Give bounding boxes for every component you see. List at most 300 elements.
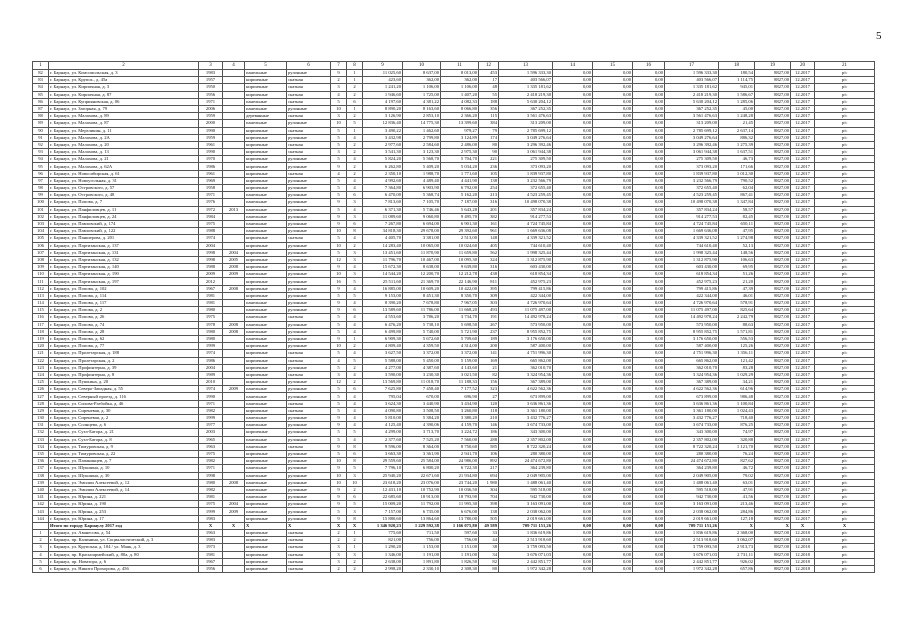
- table-cell: 9: [331, 163, 347, 170]
- table-cell: 0,00: [593, 407, 633, 414]
- table-row: [33, 113, 875, 120]
- table-cell: рулонные: [287, 436, 331, 443]
- table-cell: панельные: [245, 443, 287, 450]
- table-cell: 0,00: [593, 450, 633, 457]
- table-cell: 90: [479, 149, 499, 156]
- table-cell: 34,21: [719, 379, 755, 386]
- table-cell: панельные: [245, 70, 287, 77]
- table-cell: X: [199, 522, 223, 529]
- table-row: [33, 386, 875, 393]
- table-cell: 5 409,20: [403, 163, 441, 170]
- table-cell: 12.2017: [791, 249, 815, 256]
- table-cell: г. Барнаул, ул. Мерзликин, д. 11: [49, 127, 199, 134]
- table-cell: 1983: [199, 537, 223, 544]
- table-cell: рулонные: [287, 458, 331, 465]
- table-cell: 1 826,50: [441, 558, 479, 565]
- table-cell: 0,00: [633, 285, 665, 292]
- table-cell: г. Барнаул, ул. Малахова, д. 2А: [49, 134, 199, 141]
- table-cell: 0,00: [593, 537, 633, 544]
- table-cell: деревянные: [245, 113, 287, 120]
- table-cell: 309: [479, 292, 499, 299]
- table-cell: 10: [331, 120, 347, 127]
- table-cell: 11 786,00: [403, 307, 441, 314]
- table-cell: 213: [479, 192, 499, 199]
- table-cell: 79: [479, 127, 499, 134]
- table-cell: 12.2017: [791, 228, 815, 235]
- table-cell: 29 559,60: [363, 458, 403, 465]
- table-cell: 8827,00: [755, 508, 791, 515]
- table-cell: 1980: [199, 307, 223, 314]
- table-cell: рулонные: [287, 422, 331, 429]
- table-cell: 12.2017: [791, 213, 815, 220]
- table-cell: 4: [331, 170, 347, 177]
- table-cell: 0,00: [553, 551, 593, 558]
- table-cell: 7 678,80: [403, 300, 441, 307]
- table-cell: 128: [33, 400, 49, 407]
- table-cell: 0,00: [593, 364, 633, 371]
- table-row: [33, 551, 875, 558]
- table-cell: 12: [331, 256, 347, 263]
- table-cell: 4: [347, 393, 363, 400]
- table-cell: 12.2017: [791, 256, 815, 263]
- table-cell: г. Барнаул, ул. Кирпичная, д. 3: [49, 84, 199, 91]
- table-cell: 5: [347, 465, 363, 472]
- table-cell: 3 561 476,63: [665, 113, 719, 120]
- table-cell: 1982: [199, 458, 223, 465]
- table-cell: 21: [479, 364, 499, 371]
- table-cell: 0,00: [553, 415, 593, 422]
- table-cell: 1 988,70: [403, 170, 441, 177]
- table-cell: 0,00: [553, 149, 593, 156]
- table-cell: 4 359,50: [403, 343, 441, 350]
- table-cell: 0,00: [633, 213, 665, 220]
- table-cell: г. Барнаул, ул. Крупская, д. 104 / ул. Маяк, д. 3: [49, 544, 199, 551]
- table-row: [33, 271, 875, 278]
- table-cell: 367 252,35: [665, 105, 719, 112]
- table-cell: 0,00: [633, 465, 665, 472]
- table-cell: 22 685,60: [363, 494, 403, 501]
- table-cell: 4 622 562,36: [499, 386, 553, 393]
- table-cell: [223, 350, 245, 357]
- table-cell: 395: [479, 285, 499, 292]
- table-cell: 3 627,50: [363, 350, 403, 357]
- table-cell: 7 364,80: [363, 185, 403, 192]
- table-cell: 1998: [199, 256, 223, 263]
- table-cell: 1971: [199, 98, 223, 105]
- table-cell: 8827,00: [755, 105, 791, 112]
- table-cell: 8827,00: [755, 465, 791, 472]
- table-cell: 98: [33, 185, 49, 192]
- table-cell: 2: [347, 141, 363, 148]
- table-row: [33, 264, 875, 271]
- table-cell: г. Барнаул, ул. Партизанская, д. 140: [49, 264, 199, 271]
- table-cell: 0,00: [593, 486, 633, 493]
- table-cell: г. Барнаул, ул. Комсомольская, д. 3: [49, 70, 199, 77]
- table-cell: 133: [33, 436, 49, 443]
- table-cell: 5 630 204,12: [499, 98, 553, 105]
- table-cell: 0,00: [553, 235, 593, 242]
- table-cell: 2: [33, 537, 49, 544]
- column-number-21: 21: [815, 62, 875, 70]
- table-cell: р/с: [815, 508, 875, 515]
- table-cell: 587 400,00: [665, 343, 719, 350]
- table-cell: рулонные: [287, 321, 331, 328]
- table-cell: рулонные: [287, 450, 331, 457]
- table-cell: 8827,00: [755, 163, 791, 170]
- table-cell: 3 021,50: [441, 371, 479, 378]
- table-cell: 83: [33, 77, 49, 84]
- table-cell: кирпичные: [245, 364, 287, 371]
- table-cell: 1: [33, 530, 49, 537]
- table-cell: г. Барнаул, пр. Красноармейский, д. 80а, д. 80: [49, 551, 199, 558]
- table-cell: [223, 84, 245, 91]
- table-cell: р/с: [815, 271, 875, 278]
- table-cell: 38: [479, 544, 499, 551]
- table-cell: 1 229 592,38: [403, 522, 441, 529]
- table-cell: 3 561 476,63: [499, 113, 553, 120]
- table-cell: 9: [331, 465, 347, 472]
- table-cell: 5: [331, 429, 347, 436]
- table-cell: 357 834,24: [665, 206, 719, 213]
- table-cell: 2009: [223, 271, 245, 278]
- table-cell: 0,00: [633, 565, 665, 572]
- table-cell: 2 799,80: [403, 134, 441, 141]
- table-cell: 5: [331, 141, 347, 148]
- table-cell: 0,00: [633, 386, 665, 393]
- table-cell: 0,00: [593, 429, 633, 436]
- table-cell: 9: [331, 422, 347, 429]
- table-cell: 1956: [199, 565, 223, 572]
- table-cell: р/с: [815, 400, 875, 407]
- table-cell: 0,00: [633, 530, 665, 537]
- table-cell: 1982: [199, 486, 223, 493]
- table-cell: 3 230,30: [403, 371, 441, 378]
- table-cell: скатная: [287, 350, 331, 357]
- table-cell: 8827,00: [755, 185, 791, 192]
- table-cell: 12.2017: [791, 170, 815, 177]
- table-cell: 5: [331, 192, 347, 199]
- table-cell: рулонные: [287, 479, 331, 486]
- table-cell: 1973: [199, 544, 223, 551]
- table-cell: г. Барнаул, ул. Малахова, д. 20: [49, 141, 199, 148]
- table-cell: 5 450,00: [403, 357, 441, 364]
- table-cell: [223, 213, 245, 220]
- table-cell: 0,00: [633, 141, 665, 148]
- table-cell: г. Барнаул, ул. Тимуровская, д. 9: [49, 443, 199, 450]
- table-cell: 0,00: [593, 314, 633, 321]
- table-cell: 0,00: [593, 522, 633, 529]
- table-cell: 12.2017: [791, 443, 815, 450]
- table-cell: 0,00: [553, 91, 593, 98]
- table-cell: скатная: [287, 371, 331, 378]
- table-cell: 9: [331, 70, 347, 77]
- table-cell: 2 049 905,00: [665, 472, 719, 479]
- table-cell: [223, 472, 245, 479]
- table-cell: 362,00: [441, 77, 479, 84]
- table-cell: р/с: [815, 544, 875, 551]
- table-cell: скатная: [287, 170, 331, 177]
- table-cell: 0,00: [553, 494, 593, 501]
- table-cell: 2 368,00: [719, 530, 755, 537]
- table-cell: 10 024,60: [441, 242, 479, 249]
- table-cell: 148,56: [719, 249, 755, 256]
- table-row: [33, 335, 875, 342]
- table-row: [33, 185, 875, 192]
- table-cell: г. Барнаул, ул. Партизанская, д. 197: [49, 278, 199, 285]
- table-cell: 3 508,50: [403, 407, 441, 414]
- table-cell: 117: [33, 321, 49, 328]
- table-cell: 0,00: [633, 134, 665, 141]
- table-cell: 0,00: [633, 105, 665, 112]
- table-cell: 3: [347, 551, 363, 558]
- table-cell: 8827,00: [755, 515, 791, 522]
- table-cell: 6 676,00: [441, 508, 479, 515]
- table-cell: 5: [347, 357, 363, 364]
- table-cell: 5 034,20: [441, 163, 479, 170]
- table-cell: 12.2017: [791, 120, 815, 127]
- table-cell: р/с: [815, 141, 875, 148]
- table-cell: 0,00: [553, 544, 593, 551]
- table-cell: 4 159,70: [441, 422, 479, 429]
- table-cell: [223, 565, 245, 572]
- table-cell: 0,00: [633, 335, 665, 342]
- table-cell: 8827,00: [755, 228, 791, 235]
- table-row: [33, 91, 875, 98]
- table-cell: 4 724 745,84: [665, 220, 719, 227]
- table-cell: [223, 371, 245, 378]
- table-cell: 3 636 861,36: [665, 400, 719, 407]
- table-cell: 1 356,11: [719, 350, 755, 357]
- table-cell: панельные: [245, 393, 287, 400]
- table-cell: 573 950,00: [499, 321, 553, 328]
- table-row: [33, 163, 875, 170]
- table-cell: 7 525,20: [403, 436, 441, 443]
- table-cell: 8827,00: [755, 472, 791, 479]
- table-cell: кирпичные: [245, 565, 287, 572]
- table-cell: 0,00: [553, 199, 593, 206]
- table-cell: [223, 335, 245, 342]
- table-cell: [223, 530, 245, 537]
- table-cell: 10: [331, 472, 347, 479]
- table-cell: 8: [347, 443, 363, 450]
- table-cell: 0,00: [633, 558, 665, 565]
- table-cell: 0,00: [553, 508, 593, 515]
- table-cell: г. Барнаул, ул. Малахова, д. 13: [49, 149, 199, 156]
- table-cell: 1971: [199, 465, 223, 472]
- table-cell: 3 049 276,64: [499, 134, 553, 141]
- table-cell: 2008: [223, 264, 245, 271]
- table-cell: панельные: [245, 192, 287, 199]
- table-cell: 2: [347, 113, 363, 120]
- table-cell: 2 731,11: [719, 551, 755, 558]
- table-cell: р/с: [815, 537, 875, 544]
- table-cell: 5: [331, 436, 347, 443]
- table-cell: 1974: [199, 235, 223, 242]
- table-cell: [223, 163, 245, 170]
- table-cell: р/с: [815, 213, 875, 220]
- table-cell: 25 584,00: [403, 458, 441, 465]
- table-cell: г. Барнаул, ул. Эмилии Алексеевой, д. 12: [49, 479, 199, 486]
- table-cell: 1: [347, 105, 363, 112]
- table-cell: 373 093,20: [665, 163, 719, 170]
- table-cell: г. Барнаул, ул. Островского, д. 57: [49, 185, 199, 192]
- table-cell: 2 513 918,60: [499, 537, 553, 544]
- table-cell: 9: [331, 285, 347, 292]
- table-cell: 1 290,20: [363, 544, 403, 551]
- table-row: [33, 321, 875, 328]
- table-cell: 3 674 733,00: [665, 422, 719, 429]
- table-cell: 673 899,00: [499, 393, 553, 400]
- table-cell: 1990: [199, 149, 223, 156]
- table-cell: [223, 141, 245, 148]
- table-cell: 11 075 497,00: [665, 307, 719, 314]
- table-cell: г. Барнаул, ул. Тимуровская, д. 22: [49, 450, 199, 457]
- table-cell: 0,00: [593, 206, 633, 213]
- table-row: [33, 199, 875, 206]
- table-cell: 618 854,34: [665, 271, 719, 278]
- table-cell: 1 312 875,90: [665, 256, 719, 263]
- table-cell: 2: [331, 565, 347, 572]
- table-cell: 13 451,60: [363, 249, 403, 256]
- table-row: [33, 278, 875, 285]
- table-cell: [223, 422, 245, 429]
- table-cell: 756,00: [403, 537, 441, 544]
- table-cell: 1972: [199, 206, 223, 213]
- table-cell: 673 899,00: [665, 393, 719, 400]
- table-cell: 5 709,60: [441, 335, 479, 342]
- table-cell: 113: [33, 292, 49, 299]
- table-cell: рулонные: [287, 228, 331, 235]
- table-cell: 2 019 661,00: [665, 515, 719, 522]
- table-cell: 8827,00: [755, 242, 791, 249]
- table-cell: 12.2017: [791, 407, 815, 414]
- table-cell: 373 093,20: [499, 163, 553, 170]
- table-cell: р/с: [815, 415, 875, 422]
- table-cell: рулонные: [287, 70, 331, 77]
- table-cell: 4 405,70: [363, 235, 403, 242]
- table-cell: 9 495,70: [441, 213, 479, 220]
- table-cell: 12.2017: [791, 235, 815, 242]
- table-cell: г. Барнаул, ул. Панфиловцев, д. 11: [49, 206, 199, 213]
- table-cell: 2: [347, 343, 363, 350]
- table-cell: 8827,00: [755, 530, 791, 537]
- table-cell: кирпичные: [245, 256, 287, 263]
- table-cell: 7 187,00: [441, 199, 479, 206]
- table-cell: 3 296 392,46: [665, 141, 719, 148]
- table-cell: 372 655,40: [665, 185, 719, 192]
- table-cell: 4: [347, 407, 363, 414]
- table-cell: 118: [33, 328, 49, 335]
- table-cell: г. Барнаул, ул. Сиреневая, д. 2: [49, 415, 199, 422]
- table-row: [33, 450, 875, 457]
- table-cell: 1 972 342,28: [499, 565, 553, 572]
- table-cell: 0,00: [593, 192, 633, 199]
- table-cell: 5: [347, 292, 363, 299]
- column-number-14: 14: [553, 62, 593, 70]
- table-row: [33, 242, 875, 249]
- table-cell: р/с: [815, 156, 875, 163]
- table-cell: рулонные: [287, 292, 331, 299]
- table-cell: 12.2017: [791, 350, 815, 357]
- table-cell: рулонные: [287, 494, 331, 501]
- table-cell: р/с: [815, 264, 875, 271]
- table-cell: 0,00: [593, 494, 633, 501]
- table-cell: [223, 515, 245, 522]
- table-cell: 1 335 181,62: [499, 84, 553, 91]
- table-cell: 6: [347, 450, 363, 457]
- column-number-12: 12: [479, 62, 499, 70]
- table-cell: 0,00: [553, 220, 593, 227]
- table-cell: 12.2017: [791, 321, 815, 328]
- table-cell: 12.2018: [791, 565, 815, 572]
- table-cell: р/с: [815, 465, 875, 472]
- table-cell: 12.2017: [791, 307, 815, 314]
- table-cell: 88,63: [719, 321, 755, 328]
- table-cell: скатная: [287, 149, 331, 156]
- table-cell: 0,00: [593, 285, 633, 292]
- table-cell: 505: [479, 515, 499, 522]
- table-row: [33, 300, 875, 307]
- table-cell: 0,00: [553, 350, 593, 357]
- table-cell: 12.2017: [791, 206, 815, 213]
- table-cell: 12.2017: [791, 91, 815, 98]
- table-cell: кирпичные: [245, 177, 287, 184]
- table-cell: р/с: [815, 422, 875, 429]
- column-number-18: 18: [719, 62, 755, 70]
- table-cell: 0,00: [593, 264, 633, 271]
- table-cell: 107: [33, 249, 49, 256]
- table-cell: 718,40: [719, 415, 755, 422]
- table-cell: 1 100,84: [719, 400, 755, 407]
- table-cell: 9: [331, 307, 347, 314]
- table-cell: 2 513,00: [441, 235, 479, 242]
- table-cell: г. Барнаул, ул. Шукшина, д. 10: [49, 465, 199, 472]
- table-cell: 12.2017: [791, 98, 815, 105]
- table-cell: [223, 220, 245, 227]
- table-row: [33, 120, 875, 127]
- table-cell: 1 312 875,90: [499, 256, 553, 263]
- table-cell: скатная: [287, 84, 331, 91]
- table-cell: 1981: [199, 292, 223, 299]
- table-cell: 2 366,20: [441, 113, 479, 120]
- table-cell: 10 752,90: [403, 486, 441, 493]
- table-row: [33, 371, 875, 378]
- table-cell: 0,00: [553, 407, 593, 414]
- table-cell: г. Барнаул, ул. Крупск., д. 45а: [49, 77, 199, 84]
- table-cell: 2 418 219,30: [665, 91, 719, 98]
- table-cell: 1 106,00: [403, 84, 441, 91]
- table-cell: 8827,00: [755, 206, 791, 213]
- table-cell: 69,95: [719, 264, 755, 271]
- table-cell: г. Барнаул, ул. Пролетарская, д. 2: [49, 357, 199, 364]
- table-cell: 3 381,00: [403, 235, 441, 242]
- table-cell: кирпичные: [245, 235, 287, 242]
- table-cell: рулонные: [287, 185, 331, 192]
- table-cell: 55: [479, 91, 499, 98]
- table-cell: 2 019 661,00: [499, 515, 553, 522]
- table-cell: 4: [33, 551, 49, 558]
- table-cell: 2 350,10: [363, 170, 403, 177]
- table-cell: 1961: [199, 170, 223, 177]
- table-cell: 0,00: [633, 415, 665, 422]
- table-cell: 0,00: [633, 436, 665, 443]
- table-cell: 2 377,60: [363, 436, 403, 443]
- table-cell: 0,00: [593, 422, 633, 429]
- table-cell: 7 458,40: [403, 386, 441, 393]
- table-cell: 0,00: [593, 379, 633, 386]
- table-cell: 2 941,70: [441, 450, 479, 457]
- column-number-8: 8: [347, 62, 363, 70]
